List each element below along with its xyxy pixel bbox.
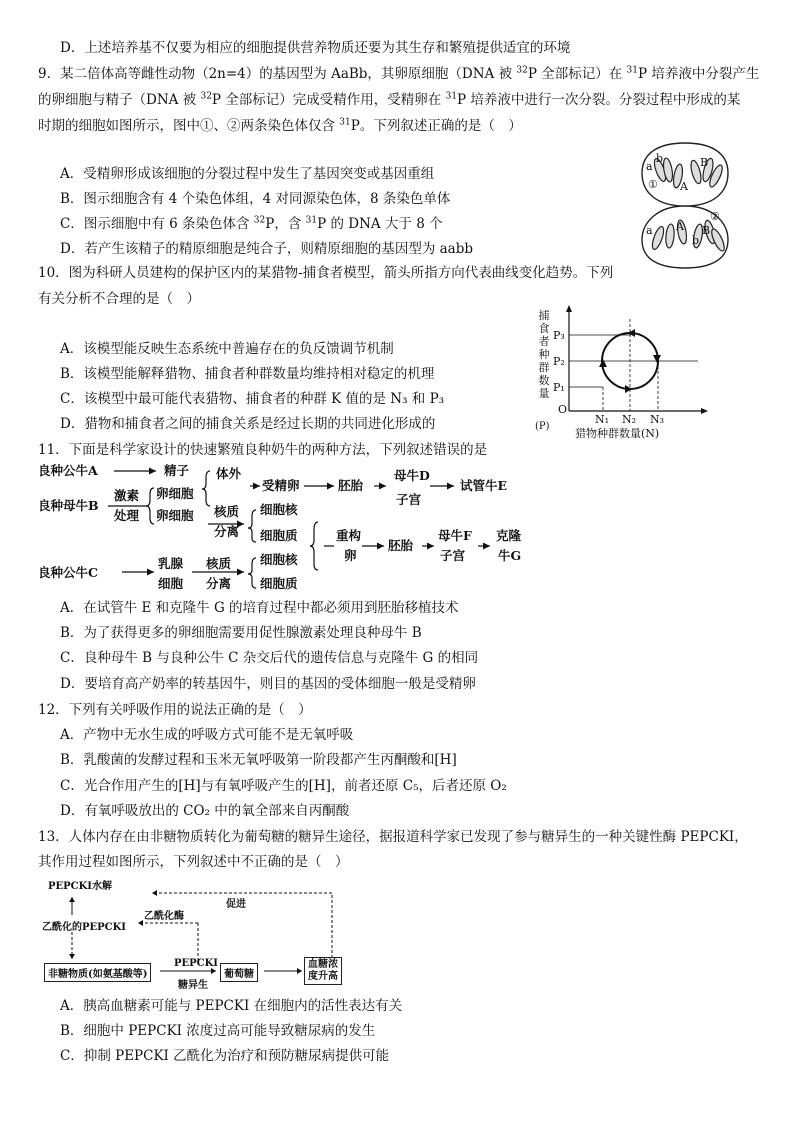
q10-fig-ylabel-char: 捕 <box>538 309 550 322</box>
q11-fig-nucmass1: 核质 <box>214 504 240 519</box>
q11-breeding-flowchart <box>38 460 558 592</box>
q11-fig-cow-f: 母牛F <box>438 528 472 543</box>
q9-option-b: B．图示细胞含有 4 个染色体组，4 对同源染色体，8 条染色单体 <box>60 191 451 207</box>
q9-option-d: D．若产生该精子的精原细胞是纯合子，则精原细胞的基因型为 aabb <box>60 241 473 257</box>
q10-fig-yunit: (P) <box>535 421 550 432</box>
q10-fig-ylabel-char: 者 <box>538 335 550 348</box>
q11-fig-mammary1: 乳腺 <box>158 556 184 571</box>
q9-stem-line3: 时期的细胞如图所示，图中①、②两条染色体仅含 $^{31}$P。下列叙述正确的是（ ） <box>38 117 522 134</box>
q10-stem-line1: 10．图为科研人员建构的保护区内的某猎物-捕食者模型，箭头所指方向代表曲线变化趋势。下列 <box>38 265 614 281</box>
q11-fig-sep2: 分离 <box>206 576 232 591</box>
q11-fig-womb2: 子宫 <box>440 548 466 563</box>
q11-fig-cyto2: 细胞质 <box>260 576 298 591</box>
q11-fig-embryo2: 胚胎 <box>388 538 414 553</box>
q11-fig-hormone: 激素 <box>114 488 140 503</box>
q9-stem-line2: 的卵细胞与精子（DNA 被 $^{32}$P 全部标记）完成受精作用，受精卵在 $^{31}$P 培养液中进行一次分裂。分裂过程中形成的某 <box>38 91 741 108</box>
q11-option-a: A．在试管牛 E 和克隆牛 G 的培育过程中都必须用到胚胎移植技术 <box>60 600 459 616</box>
q10-fig-ylabel <box>537 309 551 400</box>
q13-fig-pepcki: PEPCKI <box>174 958 218 969</box>
q13-stem-line2: 其作用过程如图所示，下列叙述中不正确的是（ ） <box>38 854 349 870</box>
q11-fig-in-vitro: 体外 <box>216 466 242 481</box>
q11-option-b: B．为了获得更多的卵细胞需要用促性腺激素处理良种母牛 B <box>60 625 422 641</box>
q11-fig-bull-c: 良种公牛C <box>38 565 98 580</box>
q11-fig-zygote: 受精卵 <box>262 478 300 493</box>
q10-fig-ytick-p1: P₁ <box>553 381 565 394</box>
q8-option-d: D．上述培养基不仅要为相应的细胞提供营养物质还要为其生存和繁殖提供适宜的环境 <box>60 40 571 56</box>
q9-fig-gene-A2: A <box>676 220 684 233</box>
q10-fig-xlabel: 猎物种群数量(N) <box>575 427 660 440</box>
q11-fig-calf-e: 试管牛E <box>460 478 508 493</box>
q13-option-a: A．胰高血糖素可能与 PEPCKI 在细胞内的活性表达有关 <box>60 998 403 1014</box>
q13-option-b: B．细胞中 PEPCKI 浓度过高可能导致糖尿病的发生 <box>60 1023 376 1039</box>
q9-fig-circle1: ① <box>648 178 658 191</box>
q11-fig-nucleus2: 细胞核 <box>260 552 298 567</box>
q10-stem-line2: 有关分析不合理的是（ ） <box>38 291 200 307</box>
q9-fig-gene-A1: A <box>680 180 688 193</box>
q11-fig-recon2: 卵 <box>344 548 357 563</box>
q9-option-a: A．受精卵形成该细胞的分裂过程中发生了基因突变或基因重组 <box>60 166 435 182</box>
q10-fig-xtick-n2: N₂ <box>622 413 637 426</box>
q9-fig-circle2: ② <box>710 210 720 223</box>
q13-fig-acetylase: 乙酰化酶 <box>144 911 184 922</box>
q11-option-c: C．良种母牛 B 与良种公牛 C 杂交后代的遗传信息与克隆牛 G 的相同 <box>60 650 479 666</box>
q10-option-d: D．猎物和捕食者之间的捕食关系是经过长期的共同进化形成的 <box>60 416 436 432</box>
q11-fig-sperm: 精子 <box>164 463 190 478</box>
q11-fig-recon1: 重构 <box>336 528 362 543</box>
q11-fig-egg2: 卵细胞 <box>156 508 194 523</box>
q11-fig-mammary2: 细胞 <box>158 576 184 591</box>
q13-fig-gluconeogenesis: 糖异生 <box>178 980 208 991</box>
q13-fig-nonsugar: 非糖物质(如氨基酸等) <box>44 963 151 982</box>
q13-stem-line1: 13．人体内存在由非糖物质转化为葡萄糖的糖异生途径，据报道科学家已发现了参与糖异生的一种关键性酶 PEPCKI， <box>38 829 748 845</box>
q13-gluconeogenesis-figure <box>40 875 360 990</box>
q11-fig-embryo1: 胚胎 <box>338 478 364 493</box>
q12-option-d: D．有氧呼吸放出的 CO₂ 中的氧全部来自丙酮酸 <box>60 803 350 819</box>
q11-fig-cyto1: 细胞质 <box>260 528 298 543</box>
q13-fig-promote: 促进 <box>226 899 246 910</box>
q10-fig-xtick-n1: N₁ <box>595 413 610 426</box>
q9-fig-gene-B1: B <box>700 156 709 169</box>
q9-fig-gene-a2: a <box>646 224 653 237</box>
q9-fig-gene-b2: b <box>692 234 700 247</box>
q11-fig-nucleus1: 细胞核 <box>260 502 298 517</box>
q9-fig-gene-b1: b <box>656 152 664 165</box>
q11-stem: 11．下面是科学家设计的快速繁殖良种奶牛的两种方法，下列叙述错误的是 <box>38 442 488 458</box>
q10-option-a: A．该模型能反映生态系统中普遍存在的负反馈调节机制 <box>60 341 394 357</box>
q10-fig-ytick-p3: P₃ <box>553 329 565 342</box>
q9-fig-gene-B2: B <box>702 224 711 237</box>
q9-stem-line1: 9．某二倍体高等雌性动物（2n=4）的基因型为 AaBb，其卵原细胞（DNA 被 $^{32}$P 全部标记）在 $^{31}$P 培养液中分裂产生 <box>38 65 760 82</box>
q9-cell-division-figure <box>636 140 734 270</box>
q10-fig-ylabel-char: 群 <box>538 361 550 374</box>
q11-fig-clone1: 克隆 <box>496 528 522 543</box>
q11-fig-sep1: 分离 <box>214 524 240 539</box>
q11-fig-womb1: 子宫 <box>396 492 422 507</box>
q12-option-a: A．产物中无水生成的呼吸方式可能不是无氧呼吸 <box>60 727 354 743</box>
q11-fig-nucmass2: 核质 <box>206 556 232 571</box>
q10-option-c: C．该模型中最可能代表猎物、捕食者的种群 K 值的是 N₃ 和 P₃ <box>60 391 445 407</box>
q13-option-c: C．抑制 PEPCKI 乙酰化为治疗和预防糖尿病提供可能 <box>60 1048 390 1064</box>
q12-stem: 12．下列有关呼吸作用的说法正确的是（ ） <box>38 702 312 718</box>
q9-fig-gene-a1: a <box>646 160 653 173</box>
q10-fig-xtick-n3: N₃ <box>650 413 665 426</box>
q10-option-b: B．该模型能解释猎物、捕食者种群数量均维持相对稳定的机理 <box>60 366 435 382</box>
q11-fig-bull-a: 良种公牛A <box>38 463 98 478</box>
q13-fig-hydrolysis: PEPCKI水解 <box>48 881 112 892</box>
q11-fig-egg1: 卵细胞 <box>156 486 194 501</box>
q11-fig-treat: 处理 <box>114 508 140 523</box>
q10-fig-ylabel-char: 种 <box>538 348 550 361</box>
q10-fig-ylabel-char: 数 <box>538 374 550 387</box>
q12-option-b: B．乳酸菌的发酵过程和玉米无氧呼吸第一阶段都产生丙酮酸和[H] <box>60 752 457 768</box>
q10-fig-origin: O <box>558 403 568 416</box>
q11-fig-cow-d: 母牛D <box>394 468 430 483</box>
q10-fig-ytick-p2: P₂ <box>553 355 565 368</box>
q10-fig-ylabel-char: 食 <box>538 322 550 335</box>
q10-predator-prey-figure <box>535 305 715 445</box>
q10-fig-ylabel-char: 量 <box>538 387 550 400</box>
q9-option-c: C．图示细胞中有 6 条染色体含 $^{32}$P，含 $^{31}$P 的 DNA 大于 8 个 <box>60 215 443 232</box>
q13-fig-acetylated: 乙酰化的PEPCKI <box>42 922 126 933</box>
q11-option-d: D．要培育高产奶率的转基因牛，则目的基因的受体细胞一般是受精卵 <box>60 676 476 692</box>
q13-fig-blood-glucose: 血糖浓 度升高 <box>304 957 342 985</box>
q13-fig-glucose: 葡萄糖 <box>220 963 258 982</box>
q11-fig-clone2: 牛G <box>498 548 522 563</box>
q12-option-c: C．光合作用产生的[H]与有氧呼吸产生的[H]，前者还原 C₅，后者还原 O₂ <box>60 778 507 794</box>
q11-fig-cow-b: 良种母牛B <box>38 498 99 513</box>
